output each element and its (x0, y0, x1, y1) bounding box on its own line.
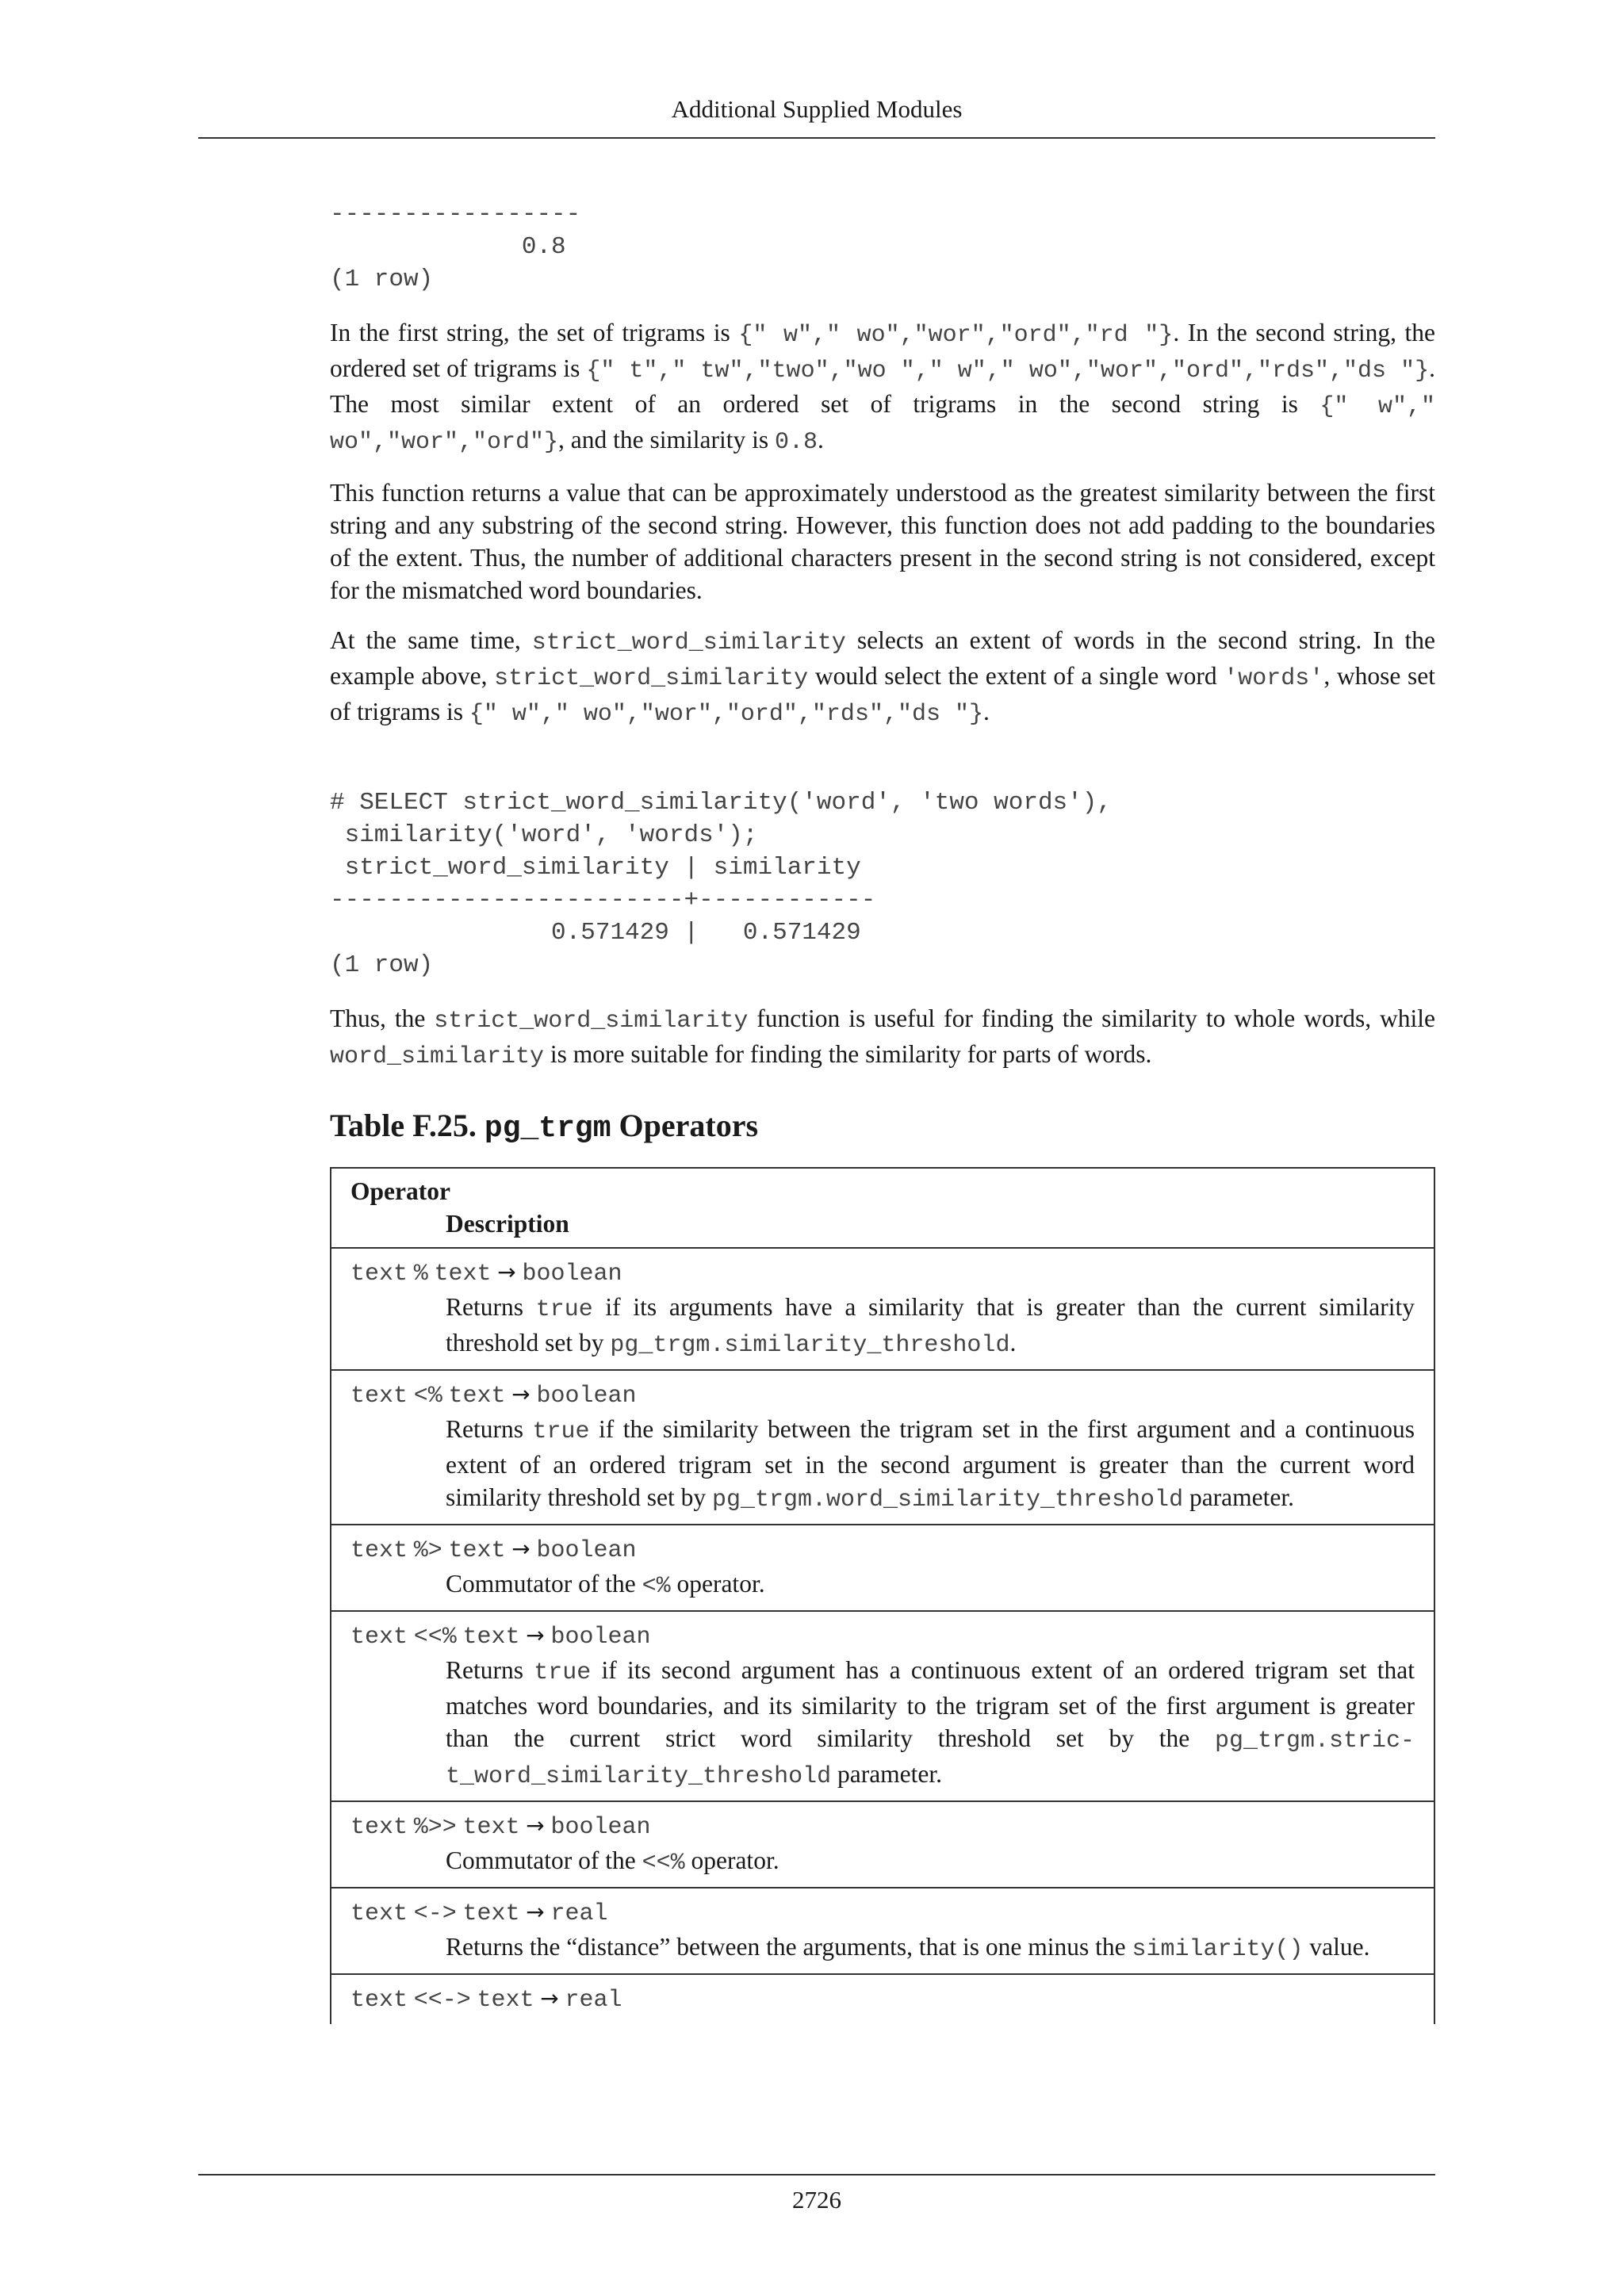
operator-signature: text % text → boolean (350, 1259, 622, 1288)
page-content (330, 198, 1435, 2024)
operator-signature: text <-> text → real (350, 1899, 608, 1927)
column-header-description: Description (446, 1210, 569, 1238)
running-header: Additional Supplied Modules (671, 95, 963, 123)
code-block-strict-example: # SELECT strict_word_similarity('word', 'two words'), similarity('word', 'words'); strict_word_similarity | similarity ------------------------+------------ 0.571429 | 0.571429 (1 row) (330, 789, 1112, 979)
operator-description: Returns the “distance” between the arguments, that is one minus the similarity() value. (446, 1933, 1370, 1963)
footer-rule (198, 2174, 1435, 2175)
table-row (331, 1612, 1434, 1802)
arrow-icon: → (526, 1899, 545, 1925)
table-header-row (331, 1169, 1434, 1249)
operator-signature: text <% text → boolean (350, 1381, 637, 1410)
table-row (331, 1249, 1434, 1371)
operator-signature: text %> text → boolean (350, 1536, 637, 1564)
operator-description: Returns true if its second argument has a continuous extent of an ordered trigram set that matches word boundaries, and its similarity to the trigram set of the first argument is greater than the current strict word similarity threshold set by the pg_trgm.strict_word_similarity_threshold parameter. (446, 1656, 1415, 1790)
operator-description: Commutator of the <<% operator. (446, 1846, 779, 1877)
table-row (331, 1888, 1434, 1975)
table-row (331, 1802, 1434, 1888)
arrow-icon: → (526, 1622, 545, 1648)
table-row (331, 1371, 1434, 1525)
header-rule (198, 137, 1435, 139)
operators-table (330, 1167, 1435, 2024)
arrow-icon: → (497, 1259, 516, 1285)
operator-description: Returns true if its arguments have a similarity that is greater than the current similarity threshold set by pg_trgm.similarity_threshold. (446, 1293, 1415, 1359)
paragraph-function-description: This function returns a value that can be approximately understood as the greatest similarity between the first string and any substring of the second string. However, this function does not add padding to the boundaries of the extent. Thus, the number of additional characters present in the second string is not considered, except for the mismatched word boundaries. (330, 479, 1435, 604)
operator-description: Commutator of the <% operator. (446, 1570, 765, 1600)
operator-signature: text <<% text → boolean (350, 1622, 651, 1651)
column-header-operator: Operator (350, 1177, 450, 1205)
page-number: 2726 (792, 2186, 841, 2214)
operator-description: Returns true if the similarity between the trigram set in the first argument and a continuous extent of an ordered trigram set in the second argument is greater than the current word similarity threshold set by pg_trgm.word_similarity_threshold parameter. (446, 1415, 1415, 1513)
operator-signature: text <<-> text → real (350, 1985, 622, 2014)
table-row (331, 1975, 1434, 2024)
paragraph-conclusion: Thus, the strict_word_similarity function is useful for finding the similarity to whole words, while word_similarity is more suitable for finding the similarity for parts of words. (330, 1004, 1436, 1070)
arrow-icon: → (511, 1381, 530, 1407)
arrow-icon: → (540, 1985, 559, 2011)
arrow-icon: → (526, 1812, 545, 1839)
arrow-icon: → (511, 1536, 530, 1562)
paragraph-strict-word-similarity: At the same time, strict_word_similarity selects an extent of words in the second string. In the example above, strict_word_similarity would select the extent of a single word 'words', whose set of trigrams is {" w"," wo","wor","ord","rds","ds "}. (330, 626, 1436, 728)
table-row (331, 1525, 1434, 1612)
paragraph-trigram-sets: In the first string, the set of trigrams is {" w"," wo","wor","ord","rd "}. In the second string, the ordered set of trigrams is {" t"," tw","two","wo "," w"," wo","wor","ord","rds","ds "}. The most similar extent of an ordered set of trigrams in the second string is {" w"," wo","wor","ord"}, and the similarity is 0.8. (330, 319, 1436, 456)
operator-signature: text %>> text → boolean (350, 1812, 651, 1841)
code-block-first-result: ----------------- 0.8 (1 row) (330, 201, 581, 293)
table-title: Table F.25. pg_trgm Operators (330, 1108, 759, 1146)
